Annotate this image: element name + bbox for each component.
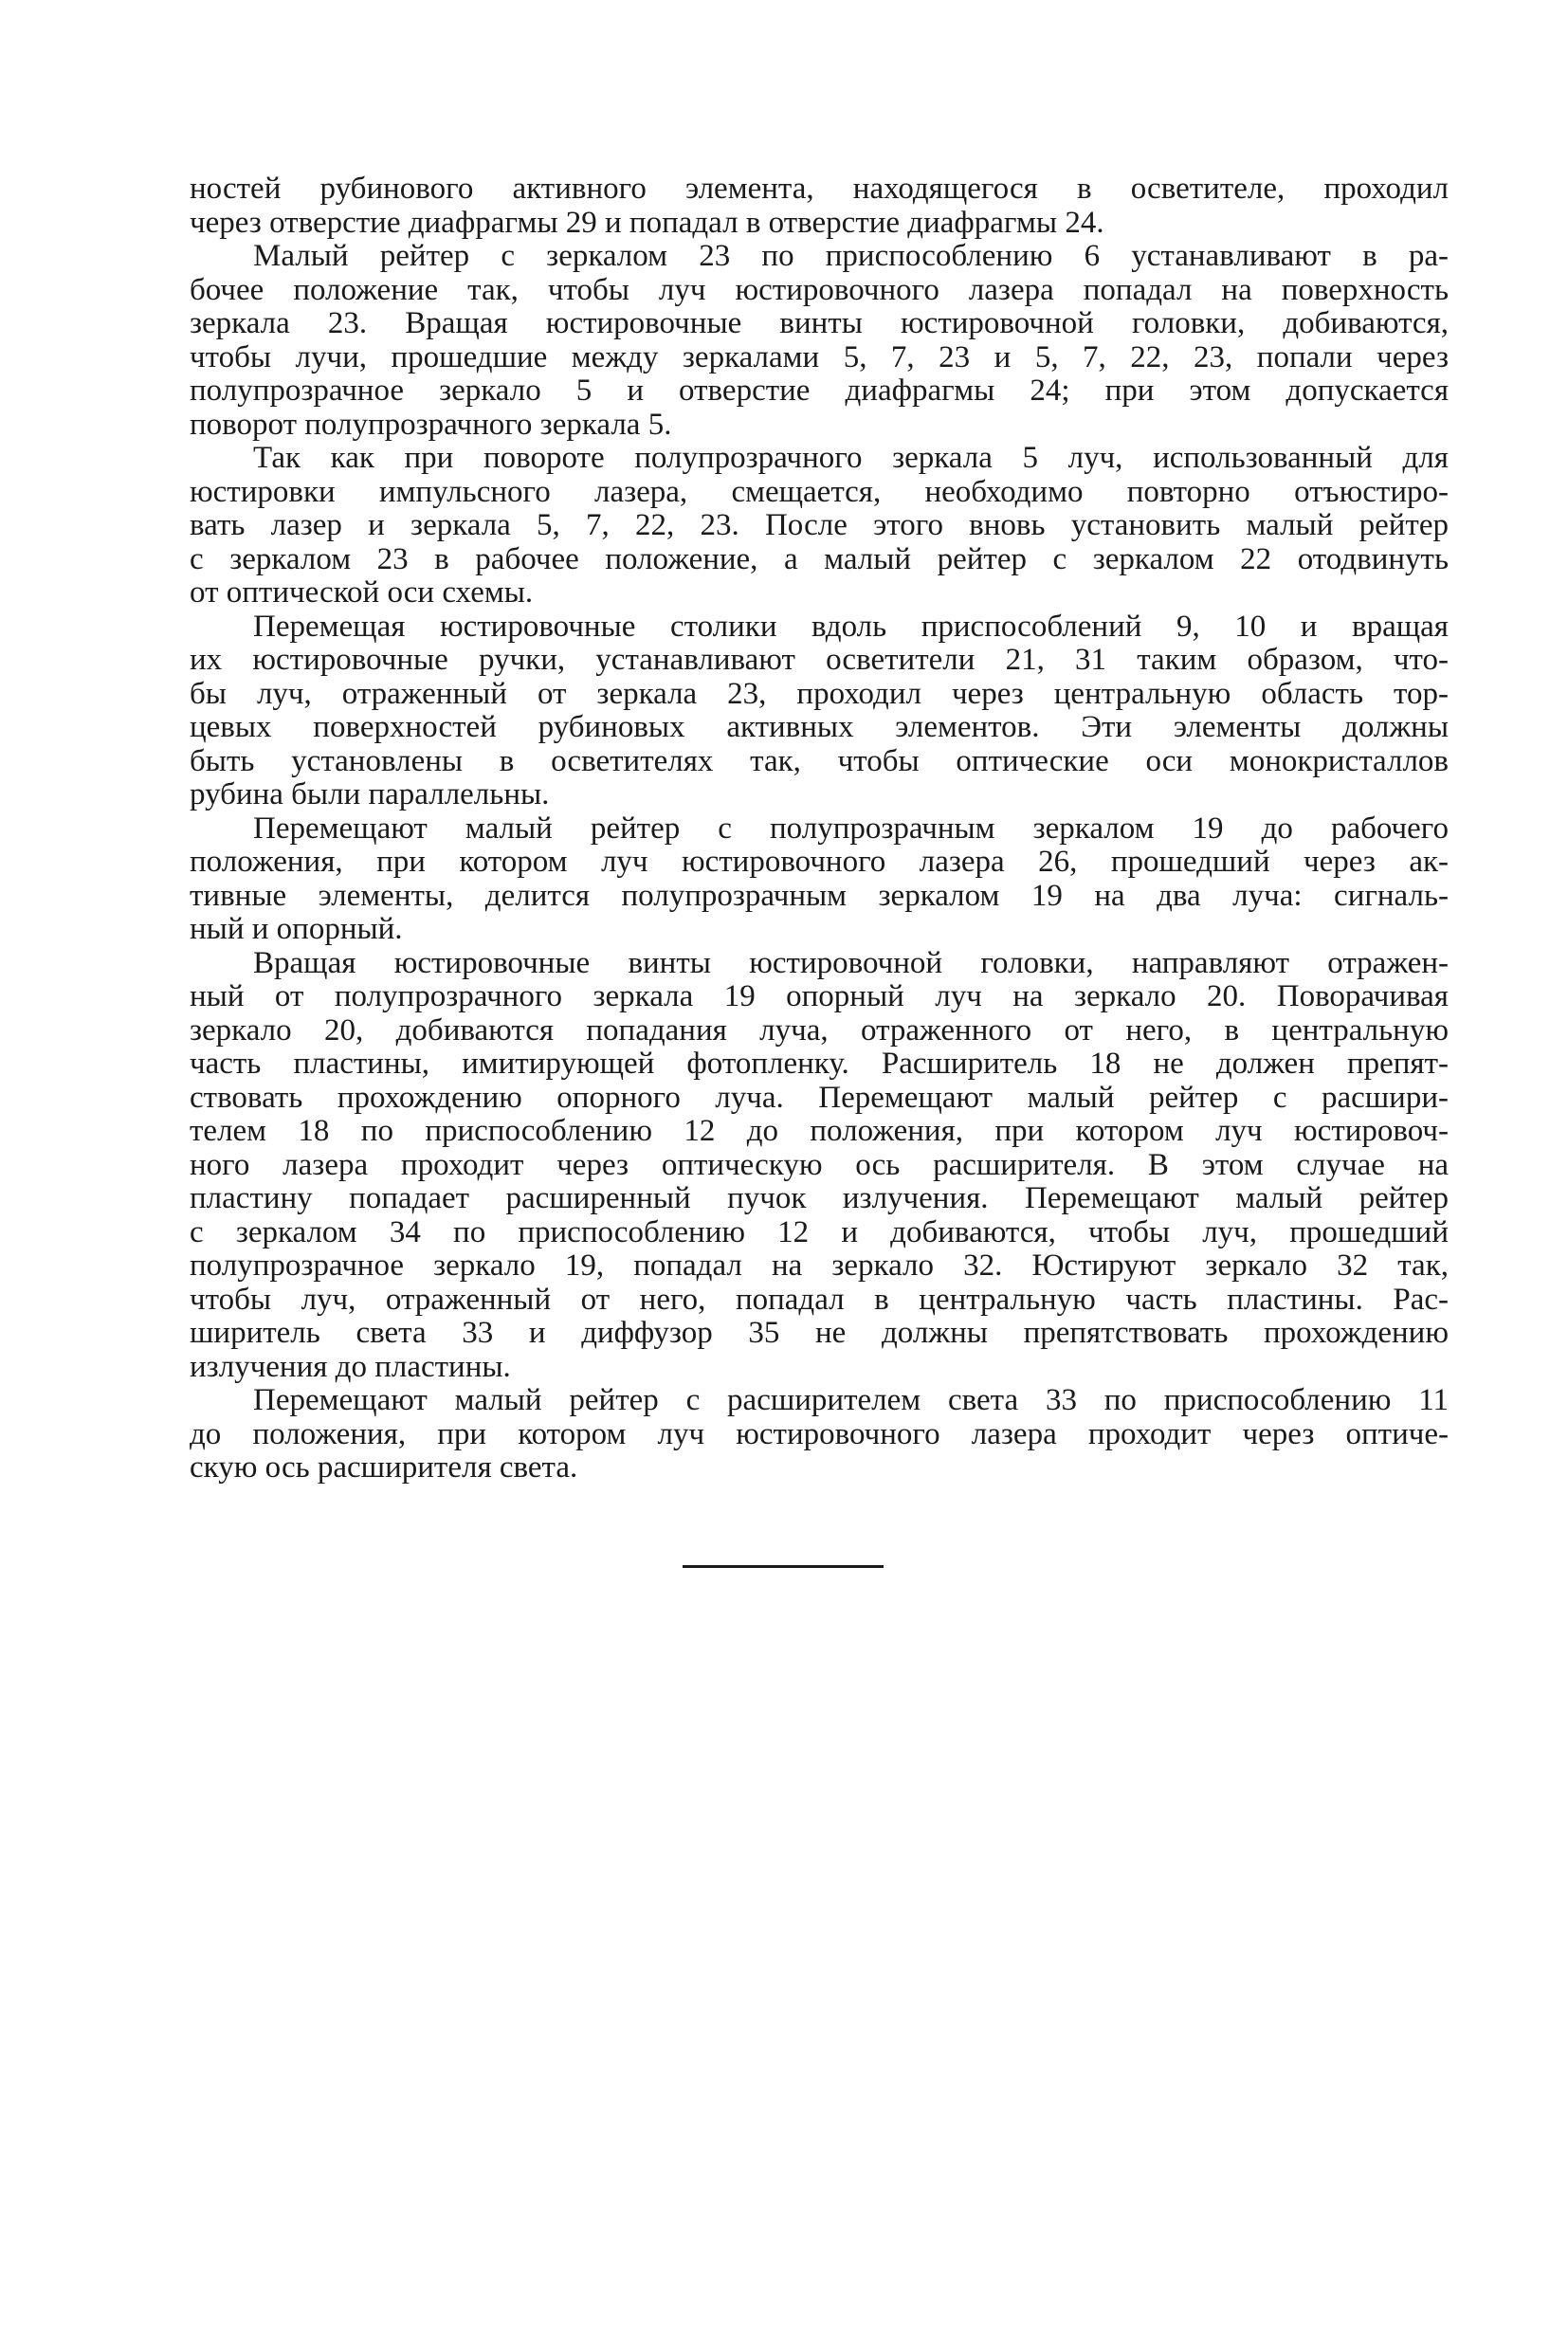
text-line: ного лазера проходит через оптическую ось расширителя. В этом случае на [190, 1147, 1449, 1182]
text-line: цевых поверхностей рубиновых активных элементов. Эти элементы должны [190, 710, 1449, 744]
text-line: Перемещают малый рейтер с расширителем света 33 по приспособлению 11 [253, 1383, 1449, 1417]
document-text [190, 173, 1449, 1485]
text-line: скую ось расширителя света. [190, 1450, 578, 1485]
text-line: с зеркалом 34 по приспособлению 12 и добиваются, чтобы луч, прошедший [190, 1214, 1449, 1249]
text-line: Перемещают малый рейтер с полупрозрачным зеркалом 19 до рабочего [253, 811, 1449, 846]
text-line: ный и опорный. [190, 912, 403, 946]
text-line: ширитель света 33 и диффузор 35 не должны препятствовать прохождению [190, 1316, 1449, 1350]
text-line: бы луч, отраженный от зеркала 23, проходил через центральную область тор- [190, 676, 1449, 711]
text-line: полупрозрачное зеркало 5 и отверстие диафрагмы 24; при этом допускается [190, 374, 1449, 408]
paragraph [190, 812, 1449, 947]
page-body [190, 173, 1449, 1485]
text-line: чтобы луч, отраженный от него, попадал в центральную часть пластины. Рас- [190, 1282, 1449, 1317]
end-of-section-rule [683, 1565, 884, 1568]
paragraph [190, 240, 1449, 442]
paragraph [190, 947, 1449, 1385]
text-line: с зеркалом 23 в рабочее положение, а малый рейтер с зеркалом 22 отодвинуть [190, 541, 1449, 576]
text-line: от оптической оси схемы. [190, 575, 534, 610]
text-line: рубина были параллельны. [190, 777, 550, 811]
text-line: через отверстие диафрагмы 29 и попадал в отверстие диафрагмы 24. [190, 205, 1104, 240]
text-line: Перемещая юстировочные столики вдоль приспособлений 9, 10 и вращая [253, 609, 1449, 644]
text-line: их юстировочные ручки, устанавливают осветители 21, 31 таким образом, что- [190, 643, 1449, 677]
text-line: ный от полупрозрачного зеркала 19 опорный луч на зеркало 20. Поворачивая [190, 979, 1449, 1013]
text-line: положения, при котором луч юстировочного лазера 26, прошедший через ак- [190, 845, 1449, 879]
paragraph [190, 442, 1449, 611]
paragraph [190, 173, 1449, 240]
text-line: зеркала 23. Вращая юстировочные винты юстировочной головки, добиваются, [190, 306, 1449, 340]
text-line: Вращая юстировочные винты юстировочной головки, направляют отражен- [253, 945, 1449, 980]
text-line: зеркало 20, добиваются попадания луча, отраженного от него, в центральную [190, 1012, 1449, 1048]
text-line: поворот полупрозрачного зеркала 5. [190, 407, 672, 442]
text-line: полупрозрачное зеркало 19, попадал на зеркало 32. Юстируют зеркало 32 так, [190, 1248, 1449, 1283]
text-line: юстировки импульсного лазера, смещается, необходимо повторно отъюстиро- [190, 474, 1449, 509]
text-line: тивные элементы, делится полупрозрачным зеркалом 19 на два луча: сигналь- [190, 878, 1449, 913]
text-line: часть пластины, имитирующей фотопленку. Расширитель 18 не должен препят- [190, 1047, 1449, 1081]
text-line: быть установлены в осветителях так, чтобы оптические оси монокристаллов [190, 743, 1449, 778]
text-line: пластину попадает расширенный пучок излучения. Перемещают малый рейтер [190, 1181, 1449, 1215]
text-line: Малый рейтер с зеркалом 23 по приспособлению 6 устанавливают в ра- [253, 239, 1449, 273]
text-line: вать лазер и зеркала 5, 7, 22, 23. После этого вновь установить малый рейтер [190, 508, 1449, 542]
text-line: чтобы лучи, прошедшие между зеркалами 5, 7, 23 и 5, 7, 22, 23, попали через [190, 339, 1449, 374]
text-line: телем 18 по приспособлению 12 до положения, при котором луч юстировоч- [190, 1114, 1449, 1148]
paragraph [190, 1384, 1449, 1485]
text-line: бочее положение так, чтобы луч юстировочного лазера попадал на поверхность [190, 272, 1449, 307]
text-line: Так как при повороте полупрозрачного зеркала 5 луч, использованный для [253, 441, 1449, 475]
text-line: ностей рубинового активного элемента, находящегося в осветителе, проходил [190, 172, 1449, 206]
text-line: ствовать прохождению опорного луча. Перемещают малый рейтер с расшири- [190, 1080, 1449, 1115]
text-line: излучения до пластины. [190, 1349, 511, 1384]
text-line: до положения, при котором луч юстировочного лазера проходит через оптиче- [190, 1416, 1449, 1451]
paragraph [190, 611, 1449, 812]
